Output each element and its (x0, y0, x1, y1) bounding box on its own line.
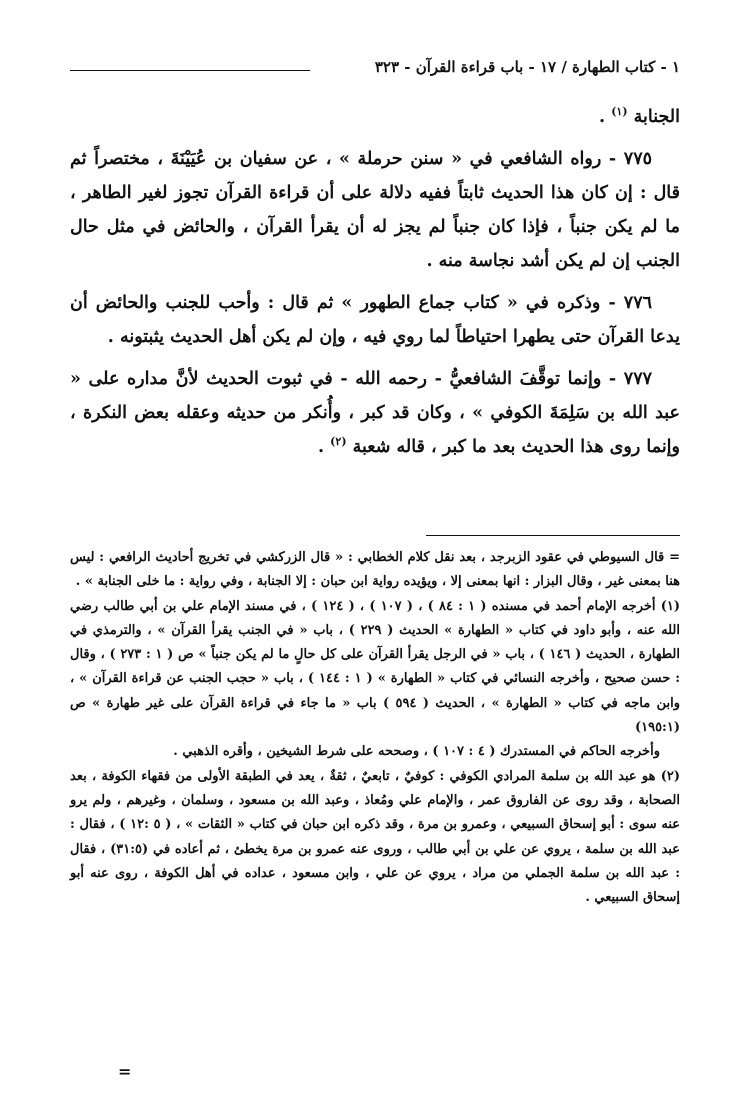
paragraph-end: . (599, 107, 612, 127)
paragraph-end: . (317, 437, 331, 457)
footnotes (70, 546, 680, 910)
paragraph-text: الجنابة (633, 107, 680, 127)
footnote-1: (١) أخرجه الإمام أحمد في مسنده ( ١ : ٨٤ ) ، ( ١٠٧ ) ، ( ١٢٤ ) ، في مسند الإمام علي بن أبي طالب رضي الله عنه ، وأبو داود في كتاب « الطهارة » الحديث ( ٢٢٩ ) ، باب « في الجنب يقرأ القرآن » ، والترمذي في الطهارة ، الحديث ( ١٤٦ ) ، باب « في الرجل يقرأ القرآن على كل حالٍ ما لم يكن جنباً » ص ( ١ : ٢٧٣ ) ، وقال : حسن صحيح ، وأخرجه النسائي في كتاب « الطهارة » ( ١ : ١٤٤ ) ، باب « حجب الجنب عن قراءة القرآن » ، وابن ماجه في كتاب « الطهارة » ، الحديث ( ٥٩٤ ) باب « ما جاء في قراءة القرآن على غير طهارة » ص (١٩٥:١) (70, 598, 681, 736)
footnote-ref-1[interactable]: (١) (611, 105, 628, 119)
page-header (70, 58, 680, 82)
paragraph-text: ٧٧٧ - وإنما توقَّفَ الشافعيُّ - رحمه الله - في ثبوت الحديث لأنَّ مداره على « عبد الله بن سَلِمَةَ الكوفي » ، وكان قد كبر ، وأُنكر من حديثه وعقله بعض النكرة ، وإنما روى هذا الحديث بعد ما كبر ، قاله شعبة (70, 369, 680, 457)
footnote-2: (٢) هو عبد الله بن سلمة المرادي الكوفي : كوفيٌ ، تابعيٌ ، ثقةٌ ، يعد في الطبقة الأولى من فقهاء الكوفة ، بعد الصحابة ، وقد روى عن الفاروق عمر ، والإمام علي ومُعاذ ، وعبد الله بن مسعود ، وسلمان ، وغيرهم ، ولم يرو عنه سوى : أبو إسحاق السبيعي ، وعمرو بن مرة ، وقد ذكره ابن حبان في كتاب « الثقات » ، ( ٥ :١٢ ) ، فقال : عبد الله بن سلمة ، يروي عن علي بن أبي طالب ، وروى عنه عمرو بن مرة يخطئ ، ثم أعاده في (٣١:٥) ، فقال : عبد الله بن سلمة الجملي من مراد ، يروي عن علي ، وابن مسعود ، عداده في أهل الكوفة ، روى عنه أبو إسحاق السبيعي . (70, 768, 680, 906)
footnote-rule (426, 535, 680, 536)
main-text (70, 100, 680, 472)
paragraph-777 (70, 362, 680, 464)
running-title: ١ - كتاب الطهارة / ١٧ - باب قراءة القرآن - ٣٢٣ (374, 58, 680, 76)
footnote-1-continuation: وأخرجه الحاكم في المستدرك ( ٤ : ١٠٧ ) ، وصححه على شرط الشيخين ، وأقره الذهبي . (173, 744, 660, 760)
continuation-mark: = (118, 1062, 132, 1081)
paragraph-continuation (70, 100, 680, 134)
footnote-continued: = قال السيوطي في عقود الزبرجد ، بعد نقل كلام الخطابي : « قال الزركشي في تخريج أحاديث الرافعي : ليس هنا بمعنى غير ، وقال البزار : انها بمعنى إلا ، ويؤيده رواية ابن حبان : إلا الجنابة ، وفي رواية : ما خلى الجنابة » . (70, 550, 680, 590)
header-rule (70, 70, 310, 71)
paragraph-775: ٧٧٥ - رواه الشافعي في « سنن حرملة » ، عن سفيان بن عُيَيْنَةَ ، مختصراً ثم قال : إن كان هذا الحديث ثابتاً ففيه دلالة على أن قراءة القرآن تجوز لغير الطاهر ، ما لم يكن جنباً ، فإذا كان جنباً لم يجز له أن يقرأ القرآن ، والحائض في مثل حال الجنب إن لم يكن أشد نجاسة منه . (70, 149, 680, 271)
footnote-ref-2[interactable]: (٢) (330, 435, 347, 449)
paragraph-776: ٧٧٦ - وذكره في « كتاب جماع الطهور » ثم قال : وأحب للجنب والحائض أن يدعا القرآن حتى يطهرا احتياطاً لما روي فيه ، وإن لم يكن أهل الحديث يثبتونه . (70, 293, 680, 347)
